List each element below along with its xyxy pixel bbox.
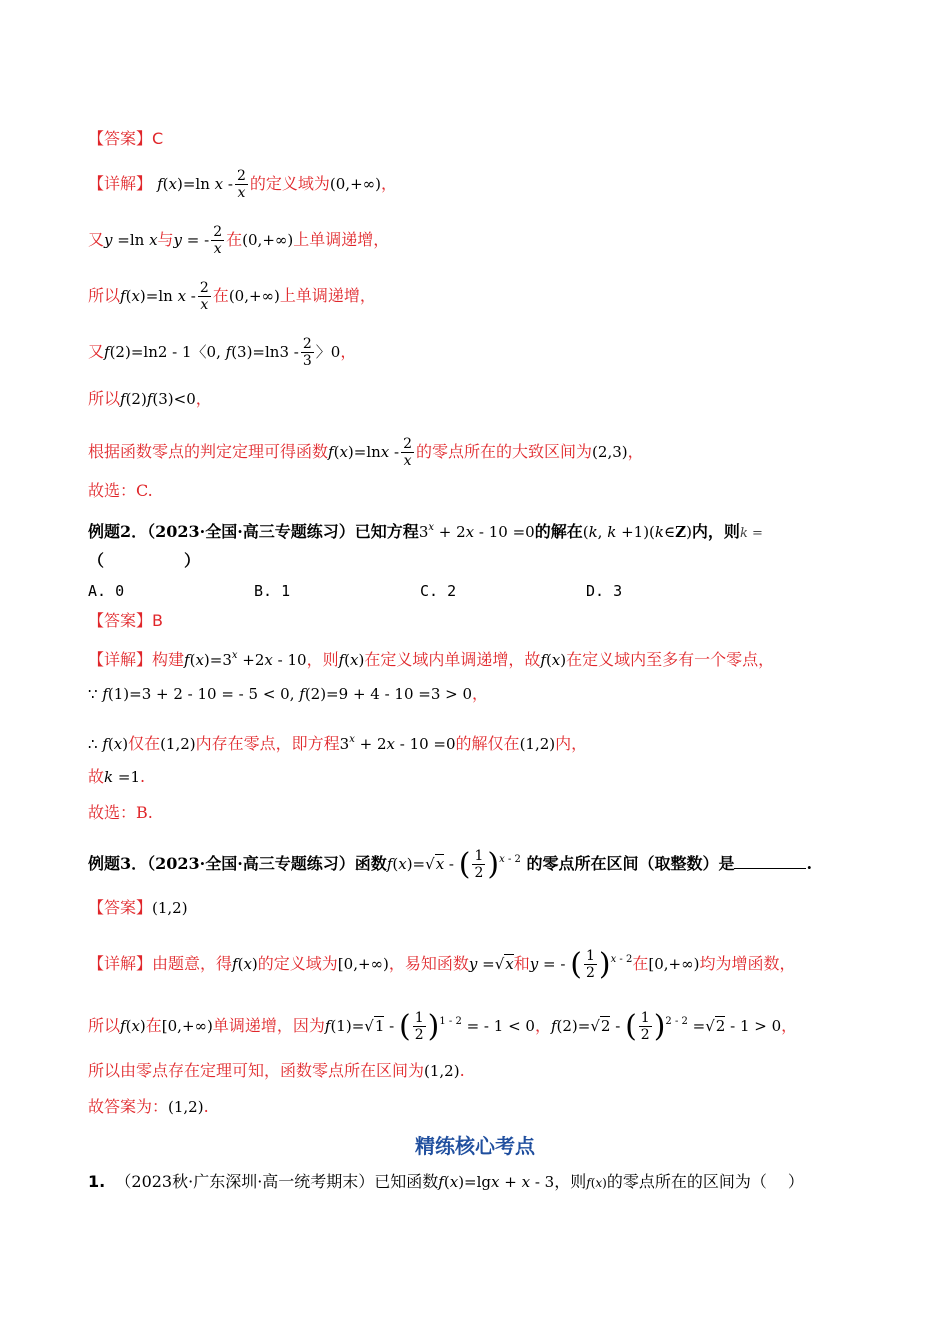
- ex1-detail-5: 所以f(2)f(3)<0，: [88, 389, 212, 408]
- ex2-paren: （ ）: [88, 551, 201, 570]
- ex2-detail-2: ∵ f(1)=3 + 2 - 10 = - 5 < 0, f(2)=9 + 4 - 10 =3 > 0，: [88, 684, 489, 703]
- choice-a: A. 0: [88, 582, 125, 600]
- section-heading: 精练核心考点: [415, 1134, 535, 1158]
- ex1-answer: 【答案】C: [88, 129, 164, 148]
- ex1-detail-4: 又f(2)=ln2 - 1〈0, f(3)=ln3 - $\frac{2}{3}$ 〉0，: [88, 336, 357, 369]
- ex3-title: 例题3．（2023·全国·高三专题练习）函数f(x)=√x - ( $\frac{1}{2}$ )$^{x - 2}$ 的零点所在区间（取整数）是 .: [88, 847, 813, 882]
- ex1-detail-3: 所以f(x)=ln x - $\frac{2}{x}$ 在(0,+∞)上单调递增，: [88, 280, 376, 313]
- math: f(x)=ln x -: [157, 175, 233, 193]
- choice-d: D. 3: [586, 582, 623, 600]
- ex3-detail-4: 故答案为：(1,2).: [88, 1097, 209, 1116]
- ex3-answer: 【答案】(1,2): [88, 898, 188, 917]
- ex2-title: 例题2．（2023·全国·高三专题练习）已知方程$3^x + 2x - 10 =0$的解在(k, k +1)(k∈Z)内，则k =: [88, 522, 763, 541]
- ex3-detail-3: 所以由零点存在定理可知，函数零点所在区间为(1,2).: [88, 1061, 465, 1080]
- ex3-detail-1: 【详解】由题意，得f(x)的定义域为[0,+∞)，易知函数y =√x和y = - ( $\frac{1}{2}$ )$^{x - 2}$在[0,+∞)均为增函数，: [88, 947, 796, 982]
- ex2-detail-1: 【详解】构建$f(x)=3^x +2x - 10$，则f(x)在定义域内单调递增，故f(x)在定义域内至多有一个零点，: [88, 650, 775, 669]
- ex2-answer: 【答案】B: [88, 611, 163, 630]
- ex3-detail-2: 所以f(x)在[0,+∞)单调递增，因为f(1)=√1 - ( $\frac{1}{2}$ )$^{1 - 2}$ = - 1 < 0，f(2)=√2 - ( $\frac{1}{2}$ )$^{2 - 2}$ =√2 - 1 > 0，: [88, 1009, 798, 1044]
- choice-b: B. 1: [254, 582, 291, 600]
- ex1-detail-2: 又y =ln x与y = - $\frac{2}{x}$ 在(0,+∞)上单调递增，: [88, 224, 390, 257]
- q1: 1. （2023秋·广东深圳·高一统考期末）已知函数f(x)=lgx + x - 3，则f(x)的零点所在的区间为（ ）: [88, 1172, 804, 1191]
- ex1-choose: 故选：C.: [88, 481, 153, 500]
- fraction: $\frac{2}{x}$: [236, 168, 246, 201]
- ex1-detail-1: 【详解】 f(x)=ln x - $\frac{2}{x}$ 的定义域为(0,+∞)，: [88, 168, 398, 201]
- ex1-detail-6: 根据函数零点的判定定理可得函数f(x)=lnx - $\frac{2}{x}$ 的零点所在的大致区间为(2,3)，: [88, 436, 644, 469]
- choice-c: C. 2: [420, 582, 457, 600]
- ex2-detail-3: ∴ f(x)仅在(1,2)内存在零点，即方程$3^x + 2x - 10 =0$的解仅在(1,2)内，: [88, 734, 588, 753]
- ex2-choose: 故选：B.: [88, 803, 153, 822]
- ex2-detail-4: 故k =1.: [88, 767, 146, 786]
- ex2-choices: [88, 580, 880, 602]
- answer-blank: [734, 854, 806, 869]
